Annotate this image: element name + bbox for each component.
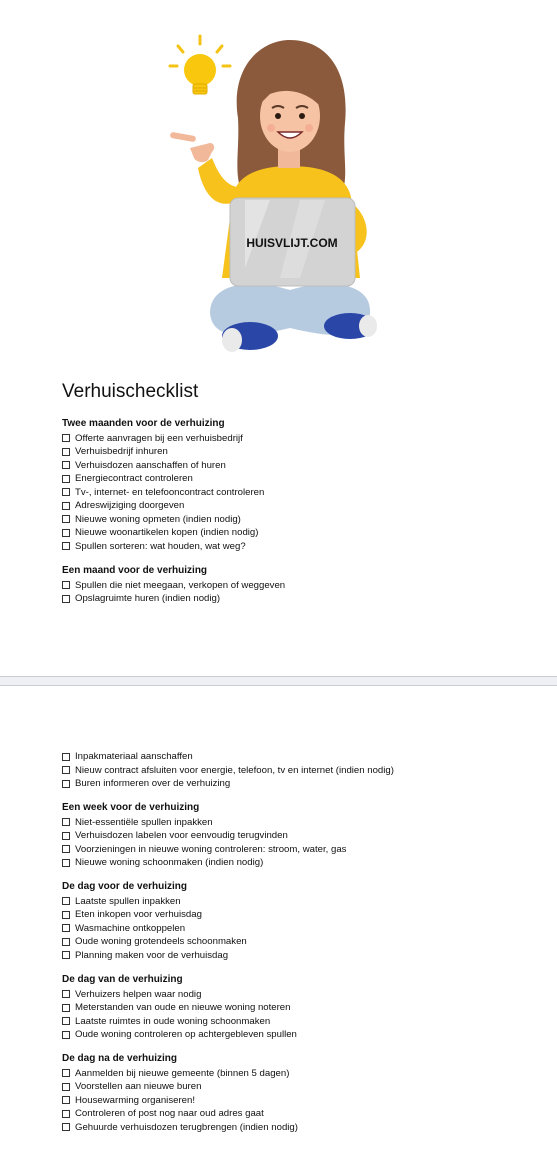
checkbox-icon[interactable] bbox=[62, 1017, 70, 1025]
section-two-months bbox=[62, 417, 264, 553]
section-day-after bbox=[62, 1052, 298, 1134]
section-heading: De dag na de verhuizing bbox=[62, 1053, 178, 1064]
checkbox-icon[interactable] bbox=[62, 924, 70, 932]
checklist-item: Housewarming organiseren! bbox=[62, 1094, 298, 1108]
checkbox-icon[interactable] bbox=[62, 515, 70, 523]
checklist bbox=[62, 750, 394, 791]
checklist bbox=[62, 579, 285, 606]
checklist-item: Voorstellen aan nieuwe buren bbox=[62, 1080, 298, 1094]
checkbox-icon[interactable] bbox=[62, 780, 70, 788]
checkbox-icon[interactable] bbox=[62, 1110, 70, 1118]
section-one-month bbox=[62, 564, 285, 606]
lightbulb-icon bbox=[170, 36, 230, 94]
section-moving-day bbox=[62, 973, 297, 1042]
checkbox-icon[interactable] bbox=[62, 1123, 70, 1131]
checklist bbox=[62, 1067, 298, 1135]
checkbox-icon[interactable] bbox=[62, 818, 70, 826]
checkbox-icon[interactable] bbox=[62, 542, 70, 550]
checkbox-icon[interactable] bbox=[62, 897, 70, 905]
checklist bbox=[62, 988, 297, 1042]
checkbox-icon[interactable] bbox=[62, 990, 70, 998]
checklist-item: Voorzieningen in nieuwe woning controleren: stroom, water, gas bbox=[62, 843, 346, 857]
checklist-item: Wasmachine ontkoppelen bbox=[62, 922, 247, 936]
checklist-item: Aanmelden bij nieuwe gemeente (binnen 5 dagen) bbox=[62, 1067, 298, 1081]
checklist-item: Meterstanden van oude en nieuwe woning noteren bbox=[62, 1001, 297, 1015]
checklist-item: Offerte aanvragen bij een verhuisbedrijf bbox=[62, 432, 264, 446]
checklist-item: Verhuizers helpen waar nodig bbox=[62, 988, 297, 1002]
checkbox-icon[interactable] bbox=[62, 461, 70, 469]
section-heading: Een maand voor de verhuizing bbox=[62, 565, 208, 576]
checklist bbox=[62, 816, 346, 870]
checkbox-icon[interactable] bbox=[62, 859, 70, 867]
checkbox-icon[interactable] bbox=[62, 766, 70, 774]
checklist-item: Tv-, internet- en telefooncontract controleren bbox=[62, 486, 264, 500]
woman-with-laptop-illustration bbox=[150, 28, 400, 363]
section-heading: Een week voor de verhuizing bbox=[62, 802, 200, 813]
checkbox-icon[interactable] bbox=[62, 581, 70, 589]
laptop-brand-text: HUISVLIJT.COM bbox=[246, 236, 338, 250]
checklist-item: Nieuwe woning schoonmaken (indien nodig) bbox=[62, 856, 346, 870]
checkbox-icon[interactable] bbox=[62, 1031, 70, 1039]
checklist-item: Laatste spullen inpakken bbox=[62, 895, 247, 909]
checklist-item: Opslagruimte huren (indien nodig) bbox=[62, 592, 285, 606]
checklist-item: Adreswijziging doorgeven bbox=[62, 499, 264, 513]
checklist-item: Oude woning controleren op achtergebleven spullen bbox=[62, 1028, 297, 1042]
checkbox-icon[interactable] bbox=[62, 475, 70, 483]
checklist-item: Inpakmateriaal aanschaffen bbox=[62, 750, 394, 764]
checkbox-icon[interactable] bbox=[62, 529, 70, 537]
checkbox-icon[interactable] bbox=[62, 911, 70, 919]
section-one-month-continued bbox=[62, 750, 394, 791]
checkbox-icon[interactable] bbox=[62, 938, 70, 946]
document-title: Verhuischecklist bbox=[62, 381, 199, 402]
checklist-item: Gehuurde verhuisdozen terugbrengen (indien nodig) bbox=[62, 1121, 298, 1135]
page-break bbox=[0, 676, 557, 686]
checklist-item: Nieuw contract afsluiten voor energie, telefoon, tv en internet (indien nodig) bbox=[62, 764, 394, 778]
checkbox-icon[interactable] bbox=[62, 1096, 70, 1104]
checklist-item: Buren informeren over de verhuizing bbox=[62, 777, 394, 791]
checklist-item: Niet-essentiële spullen inpakken bbox=[62, 816, 346, 830]
checklist-item: Energiecontract controleren bbox=[62, 472, 264, 486]
checkbox-icon[interactable] bbox=[62, 832, 70, 840]
checklist-item: Planning maken voor de verhuisdag bbox=[62, 949, 247, 963]
checklist bbox=[62, 432, 264, 554]
checkbox-icon[interactable] bbox=[62, 488, 70, 496]
section-heading: De dag voor de verhuizing bbox=[62, 881, 188, 892]
checklist-item: Controleren of post nog naar oud adres gaat bbox=[62, 1107, 298, 1121]
checklist bbox=[62, 895, 247, 963]
checkbox-icon[interactable] bbox=[62, 845, 70, 853]
document-page-2 bbox=[0, 686, 557, 1150]
checklist-item: Verhuisbedrijf inhuren bbox=[62, 445, 264, 459]
checkbox-icon[interactable] bbox=[62, 502, 70, 510]
checklist-item: Verhuisdozen labelen voor eenvoudig terugvinden bbox=[62, 829, 346, 843]
checklist-item: Oude woning grotendeels schoonmaken bbox=[62, 935, 247, 949]
section-one-week bbox=[62, 801, 346, 870]
checkbox-icon[interactable] bbox=[62, 595, 70, 603]
checkbox-icon[interactable] bbox=[62, 1004, 70, 1012]
checkbox-icon[interactable] bbox=[62, 951, 70, 959]
checklist-item: Verhuisdozen aanschaffen of huren bbox=[62, 459, 264, 473]
checklist-item: Spullen die niet meegaan, verkopen of weggeven bbox=[62, 579, 285, 593]
checkbox-icon[interactable] bbox=[62, 753, 70, 761]
section-heading: Twee maanden voor de verhuizing bbox=[62, 418, 225, 429]
checkbox-icon[interactable] bbox=[62, 1069, 70, 1077]
section-heading: De dag van de verhuizing bbox=[62, 974, 183, 985]
checkbox-icon[interactable] bbox=[62, 1083, 70, 1091]
section-day-before bbox=[62, 880, 247, 962]
checklist-item: Laatste ruimtes in oude woning schoonmaken bbox=[62, 1015, 297, 1029]
checklist-item: Nieuwe woning opmeten (indien nodig) bbox=[62, 513, 264, 527]
checkbox-icon[interactable] bbox=[62, 434, 70, 442]
checklist-item: Nieuwe woonartikelen kopen (indien nodig) bbox=[62, 526, 264, 540]
checklist-item: Eten inkopen voor verhuisdag bbox=[62, 908, 247, 922]
checklist-item: Spullen sorteren: wat houden, wat weg? bbox=[62, 540, 264, 554]
checkbox-icon[interactable] bbox=[62, 448, 70, 456]
